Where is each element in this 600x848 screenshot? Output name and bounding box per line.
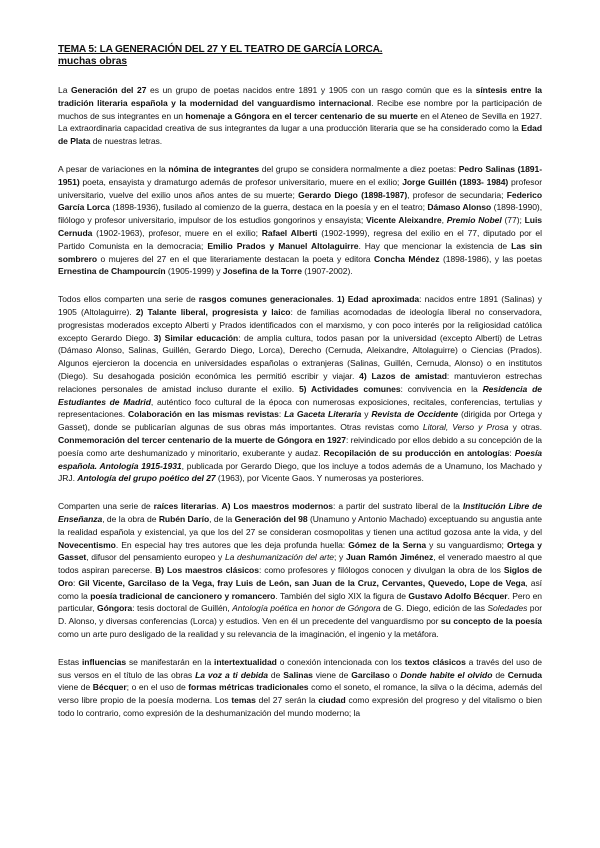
text-run: Concha Méndez (373, 253, 440, 264)
text-run: Rafael Alberti (261, 227, 318, 238)
text-run: Colaboración en las mismas revistas (128, 409, 279, 420)
text-run: : de familias acomodadas de ideología liberal no conservadora, progresistas moderados excepto Alberti y Prados identificados con el marxismo, y con poco interés por la religiosidad católica excepto Gerardo Diego. (58, 306, 542, 343)
text-run: : reivindicado por ellos debido a su concepción de la poesía como arte deshumanizado y minoritario, exuberante y audaz. (58, 434, 543, 458)
text-run: (dirigida por Ortega y Gasset), donde se publicarían algunas de sus obras más importantes. Otras revistas como (58, 409, 543, 433)
text-run: síntesis entre la tradición literaria española y la modernidad del vanguardismo internacional (58, 85, 543, 108)
text-run: Institución Libre de Enseñanza (58, 501, 543, 524)
text-run: , de la (209, 513, 235, 524)
text-run: : (509, 447, 515, 458)
text-run: , difusor del pensamiento europeo y (86, 552, 225, 563)
text-run: Josefina de la Torre (222, 266, 302, 277)
text-run: , profesor de secundaria; (407, 189, 507, 200)
text-run: , publicada por Gerardo Diego, que los incluye a todos además de a Unamuno, los Machado y JRJ. (58, 460, 543, 484)
text-run: y su vanguardismo; (426, 539, 507, 550)
document-title: TEMA 5: LA GENERACIÓN DEL 27 Y EL TEATRO DE GARCÍA LORCA. (58, 44, 383, 55)
text-run: Federico García Lorca (58, 189, 542, 213)
text-run: Emilio Prados y Manuel Altolaguirre (207, 240, 359, 251)
text-run: . Hay que mencionar la existencia de (358, 240, 512, 251)
text-run: Siglos de Oro (58, 565, 543, 588)
text-run: Salinas (283, 669, 313, 680)
text-run: : mantuvieron estrechas relaciones personales de amistad incluso durante el exilio. (58, 370, 542, 394)
text-run: . Pero en particular, (58, 590, 542, 614)
text-run: rasgos comunes generacionales (198, 294, 332, 305)
text-run: profesor universitario, vuelve del exilio unos años antes de su muerte; (58, 176, 542, 200)
text-run: (1907-2002). (301, 266, 353, 277)
text-run: Pedro Salinas (1891-1951) (58, 163, 542, 187)
text-run: Generación del 27 (71, 85, 147, 95)
text-run: Góngora (96, 603, 133, 614)
text-run: Rubén Darío (158, 513, 210, 524)
text-run: (1902-1999), regresa del exilio en el 77, diputado por el Partido Comunista en la democracia; (58, 227, 542, 251)
text-run: se manifestarán en la (126, 656, 215, 667)
text-run: del 27 serán la (255, 695, 319, 706)
text-run: La Gaceta Literaria (284, 409, 362, 420)
text-run: La (58, 85, 72, 95)
text-run: o conexión intencionada con los (276, 656, 405, 667)
text-run: : nacidos entre 1891 (Salinas) y 1905 (Altolaguirre). (58, 294, 542, 317)
text-run: 5) Actividades comunes (298, 383, 401, 394)
text-run: 3) Similar educación (153, 332, 239, 343)
text-run: (1902-1963), profesor, muere en el exilio; (92, 227, 262, 238)
text-run: , (441, 215, 447, 226)
text-run: Conmemoración del tercer centenario de la muerte de Góngora en 1927 (58, 434, 346, 445)
text-run: homenaje a Góngora en el tercer centenario de su muerte (185, 110, 418, 121)
text-run: , así como la (58, 577, 542, 601)
text-run: ; o en el uso de (126, 682, 189, 693)
text-run: textos clásicos (404, 656, 466, 667)
text-run: poesía tradicional de cancionero y romancero (90, 590, 276, 601)
text-run: por D. Alonso, y diversas conferencias (Lorca) y estudios. Ven en él un precedente del vanguardismo por (58, 603, 542, 627)
text-run: Comparten una serie de (58, 501, 154, 512)
paragraph (58, 84, 542, 148)
text-run: Antología del grupo poético del 27 (77, 473, 216, 484)
text-run: Recopilación de su producción en antologías (323, 447, 510, 458)
text-run: Todos ellos comparten una serie de (58, 294, 199, 305)
paragraph (58, 656, 542, 720)
text-run: Edad de Plata (58, 123, 542, 147)
text-run: : (73, 577, 79, 588)
text-run: Juan Ramón Jiménez (345, 552, 434, 563)
text-run: : tesis doctoral de Guillén, (132, 603, 233, 614)
text-run: raíces literarias (153, 501, 217, 512)
text-run: de nuestras letras. (90, 136, 163, 147)
text-run: temas (231, 695, 256, 706)
text-run: viene de (58, 682, 93, 693)
text-run: poeta, ensayista y dramaturgo además de profesor universitario, muere en el exilio; (79, 176, 403, 187)
text-run: Garcilaso (351, 669, 390, 680)
text-run: en el Ateneo de Sevilla en 1927. La extraordinaria capacidad creativa de sus integrantes da lugar a una producción literaria que se ha considerado como la (58, 110, 543, 134)
text-run: . (331, 294, 338, 305)
text-run: Ernestina de Champourcín (58, 266, 166, 277)
text-run: Las sin sombrero (58, 240, 542, 264)
text-run: (1898-1986), y las poetas (439, 253, 543, 264)
text-run: 4) Lazos de amistad (359, 370, 447, 381)
text-run: 1) Edad aproximada (337, 294, 420, 305)
text-run: A) Los maestros modernos (221, 501, 333, 512)
text-run: Litoral, Verso y Prosa (422, 422, 509, 433)
text-run: , auténtico foco cultural de la época con numerosas exposiciones, recitales, conferencias, tertulias y representaciones. (58, 396, 542, 420)
text-run: : (278, 409, 285, 420)
text-run: influencias (81, 656, 127, 667)
text-run: Novecentismo (58, 539, 116, 550)
text-run: La voz a ti debida (195, 669, 268, 680)
text-run: (1905-1999) y (165, 266, 223, 277)
text-run: su concepto de la poesía (440, 616, 542, 627)
text-run: intertextualidad (214, 656, 277, 667)
paragraph (58, 163, 542, 278)
text-run: : como profesores y filólogos conocen y divulgan la obra de los (258, 565, 504, 576)
text-run: ; y (334, 552, 346, 563)
text-run: formas métricas tradicionales (188, 682, 309, 693)
text-run: Jorge Guillén (1893- 1984) (402, 176, 509, 187)
text-run: Dámaso Alonso (427, 202, 492, 213)
text-run: Revista de Occidente (371, 409, 459, 420)
text-run: Cernuda (507, 669, 543, 680)
text-run: Vicente Aleixandre (365, 215, 442, 226)
text-run: Generación del 98 (234, 513, 308, 524)
text-run: (1963), por Vicente Gaos. Y numerosas ya posteriores. (215, 473, 424, 484)
text-run: (77); (501, 215, 525, 226)
paragraph (58, 500, 542, 641)
text-run: de (267, 669, 284, 680)
text-run: Gil Vicente, Garcilaso de la Vega, fray Luis de León, san Juan de la Cruz, Cervantes, Quevedo, Lope de Vega (78, 577, 526, 588)
document-body (58, 84, 542, 720)
text-run: 2) Talante liberal, progresista y laico (135, 306, 291, 317)
text-run: de G. Diego, edición de las (380, 603, 488, 614)
text-run: (Unamuno y Antonio Machado) exceptuando su angustia ante la realidad española y existencial, ya que los del 27 se consideran cosmopolitas y tienen una actitud gozosa ante la vida, y del (58, 513, 542, 537)
text-run: como el soneto, el romance, la silva o la décima, además del verso libre propio de la poesía moderna. Los (58, 682, 542, 706)
text-run: como un arte puro desligado de la realidad y su relevancia de la imaginación, el ingenio y la metáfora. (58, 629, 439, 640)
text-run: y (361, 409, 372, 420)
text-run: : convivencia en la (400, 383, 483, 394)
text-run: es un grupo de poetas nacidos entre 1891 y 1905 con un rasgo común que es la (146, 85, 476, 95)
text-run: , el venerado maestro al que todos aspiran parecerse. (58, 552, 543, 576)
text-run: (1898-1990), filólogo y profesor universitario, impulsor de los estudios gongorinos y ensayista; (58, 202, 543, 226)
text-run: Premio Nobel (446, 215, 502, 226)
text-run: A pesar de variaciones en la (58, 163, 169, 174)
text-run: Gerardo Diego (1898-1987) (298, 189, 408, 200)
text-run: ciudad (318, 695, 346, 706)
text-run: de (492, 669, 508, 680)
text-run: La deshumanización del arte (224, 552, 334, 563)
text-run: Estas (58, 656, 82, 667)
text-run: nómina de integrantes (168, 163, 260, 174)
text-run: Bécquer (92, 682, 127, 693)
text-run: Poesía española. Antología 1915-1931 (58, 447, 542, 471)
document-subtitle: muchas obras (58, 56, 128, 67)
text-run: Donde habite el olvido (400, 669, 493, 680)
text-run: del grupo se considera normalmente a diez poetas: (259, 163, 459, 174)
paragraph (58, 293, 542, 485)
text-run: (1898-1936), fusilado al comienzo de la guerra, destaca en la poesía y en el teatro; (109, 202, 428, 213)
text-run: como expresión del progreso y del vitalismo o bien todo lo contrario, como expresión de la deshumanización del mundo moderno; la (58, 695, 543, 719)
text-run: : de amplia cultura, todos pasan por la universidad (excepto Alberti) de Letras (Dámaso Alonso, Salinas, Guillén, Gerardo Diego, Lorca), Derecho (Cernuda, Aleixandre, Altolaguirre) o Ciencias (Prados). Algunos ejercieron la docencia en universidades españolas o extranjeras (Salinas, Guillén, Cernuda, Alonso) o en institutos (Diego). Su desahogada posición económica les permitió escribir y viajar. (58, 332, 542, 381)
text-run: Ortega y Gasset (58, 539, 542, 563)
text-run: Luis Cernuda (58, 215, 543, 238)
text-run: Gómez de la Serna (348, 539, 427, 550)
text-run: . Recibe ese nombre por la participación de muchos de sus integrantes en un (58, 97, 542, 121)
text-run: Antología poética en honor de Góngora (232, 603, 381, 614)
text-run: viene de (312, 669, 352, 680)
text-run: y otras. (508, 422, 542, 433)
text-run: Residencia de Estudiantes de Madrid (58, 383, 542, 407)
text-run: . En especial hay tres autores que les deja profunda huella: (115, 539, 349, 550)
text-run: . (216, 501, 222, 512)
text-run: Gustavo Adolfo Bécquer (408, 590, 508, 601)
text-run: o mujeres del 27 en el que literariamente destacan la poeta y editora (97, 253, 374, 264)
text-run: o (389, 669, 401, 680)
text-run: a través del uso de sus versos en el título de las obras (58, 656, 542, 680)
text-run: Soledades (487, 603, 528, 614)
text-run: . También del siglo XIX la figura de (275, 590, 409, 601)
text-run: , de la obra de (102, 513, 159, 524)
text-run: B) Los maestros clásicos (155, 565, 259, 576)
text-run: : a partir del sustrato liberal de la (333, 501, 463, 512)
